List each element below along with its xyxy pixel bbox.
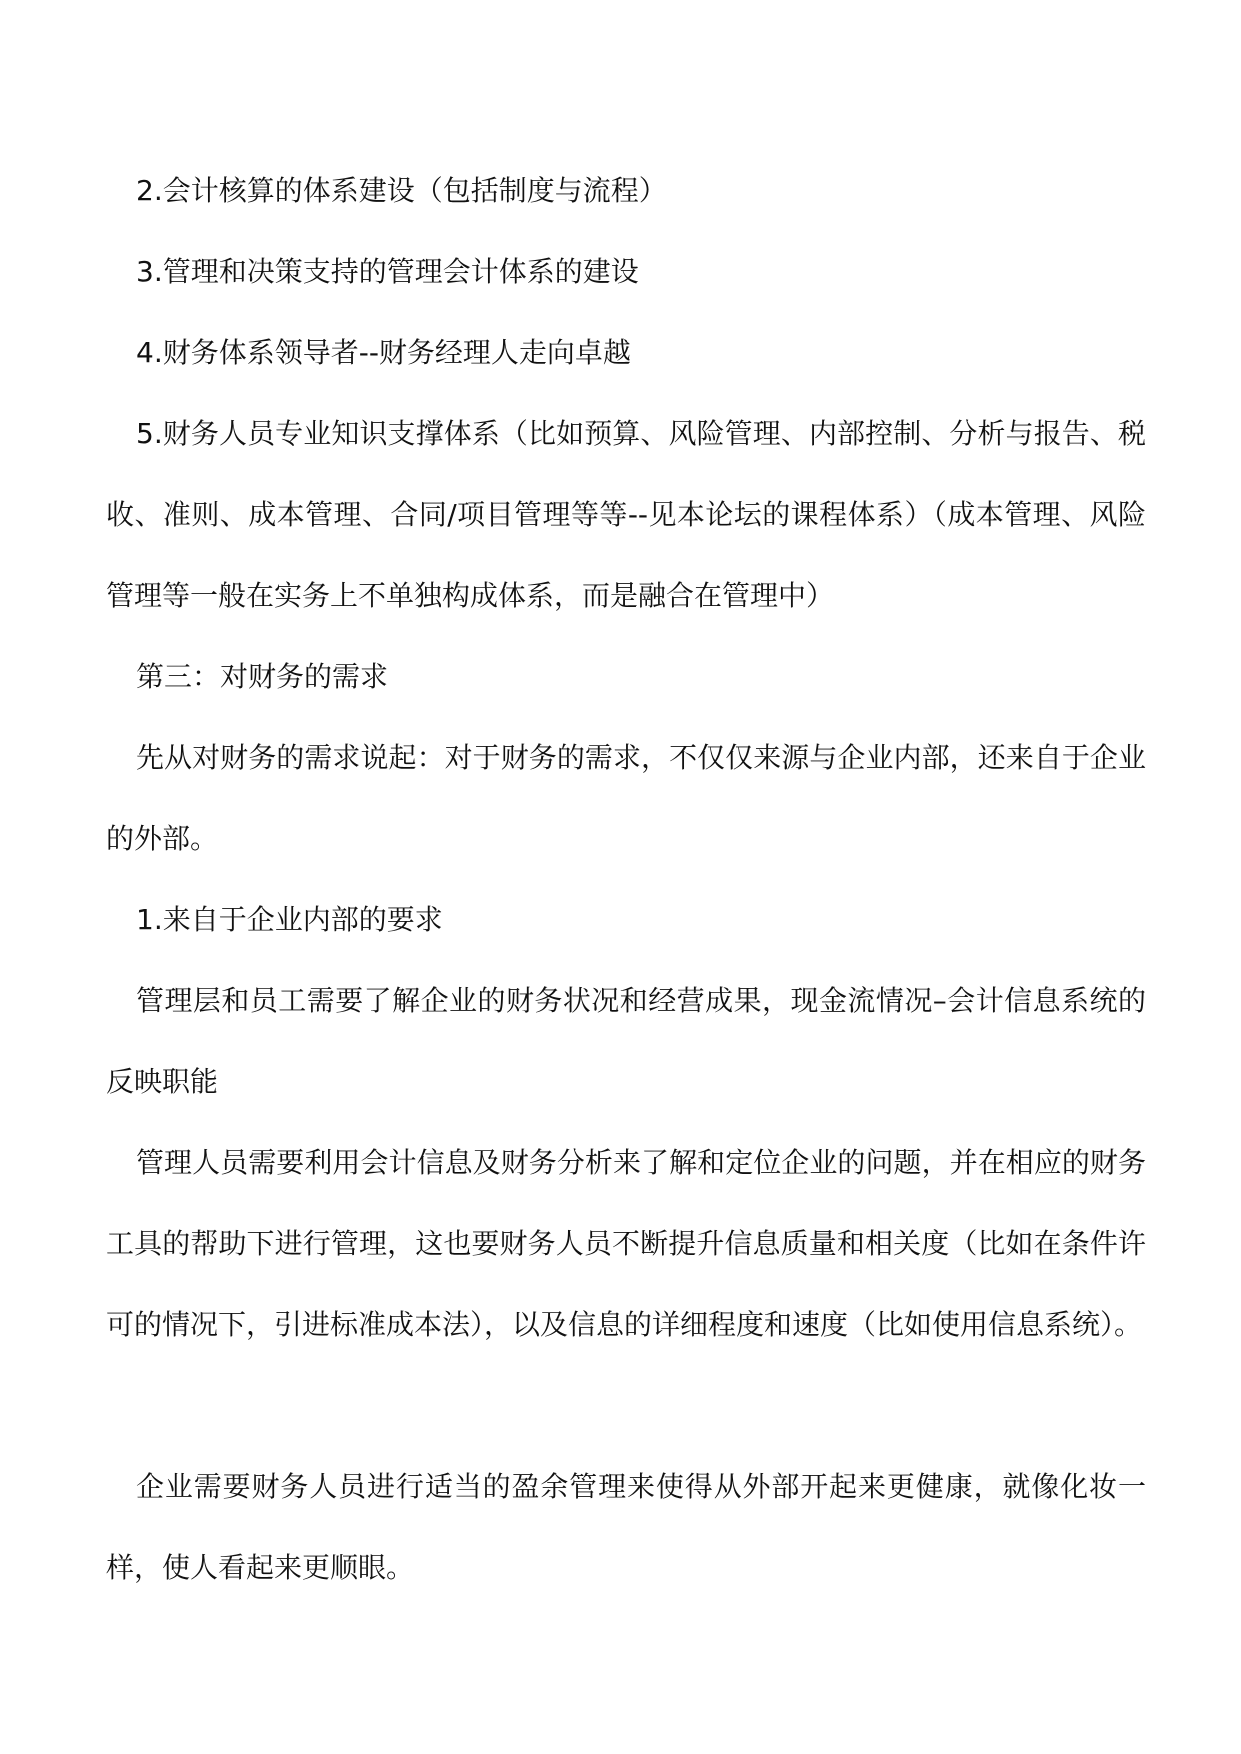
paragraph-management-accounting: 3.管理和决策支持的管理会计体系的建设 xyxy=(136,255,639,288)
paragraph-earnings-management: 企业需要财务人员进行适当的盈余管理来使得从外部开起来更健康，就像化妆一样，使人看起来更顺眼。 xyxy=(106,1470,1146,1584)
paragraph-finance-leader: 4.财务体系领导者--财务经理人走向卓越 xyxy=(136,336,631,369)
paragraph-demand-intro: 先从对财务的需求说起：对于财务的需求，不仅仅来源与企业内部，还来自于企业的外部。 xyxy=(106,741,1146,855)
subheading-internal-requirements: 1.来自于企业内部的要求 xyxy=(136,903,443,936)
paragraph-managers-use-info: 管理人员需要利用会计信息及财务分析来了解和定位企业的问题，并在相应的财务工具的帮助下进行管理，这也要财务人员不断提升信息质量和相关度（比如在条件许可的情况下，引进标准成本法），以及信息的详细程度和速度（比如使用信息系统）。 xyxy=(106,1146,1146,1341)
paragraph-management-staff-needs: 管理层和员工需要了解企业的财务状况和经营成果，现金流情况–会计信息系统的反映职能 xyxy=(106,984,1146,1098)
section-heading-finance-demand: 第三：对财务的需求 xyxy=(136,660,389,693)
paragraph-knowledge-system: 5.财务人员专业知识支撑体系（比如预算、风险管理、内部控制、分析与报告、税收、准则、成本管理、合同/项目管理等等--见本论坛的课程体系）（成本管理、风险管理等一般在实务上不单独构成体系，而是融合在管理中） xyxy=(106,417,1146,612)
paragraph-accounting-system: 2.会计核算的体系建设（包括制度与流程） xyxy=(136,174,667,207)
